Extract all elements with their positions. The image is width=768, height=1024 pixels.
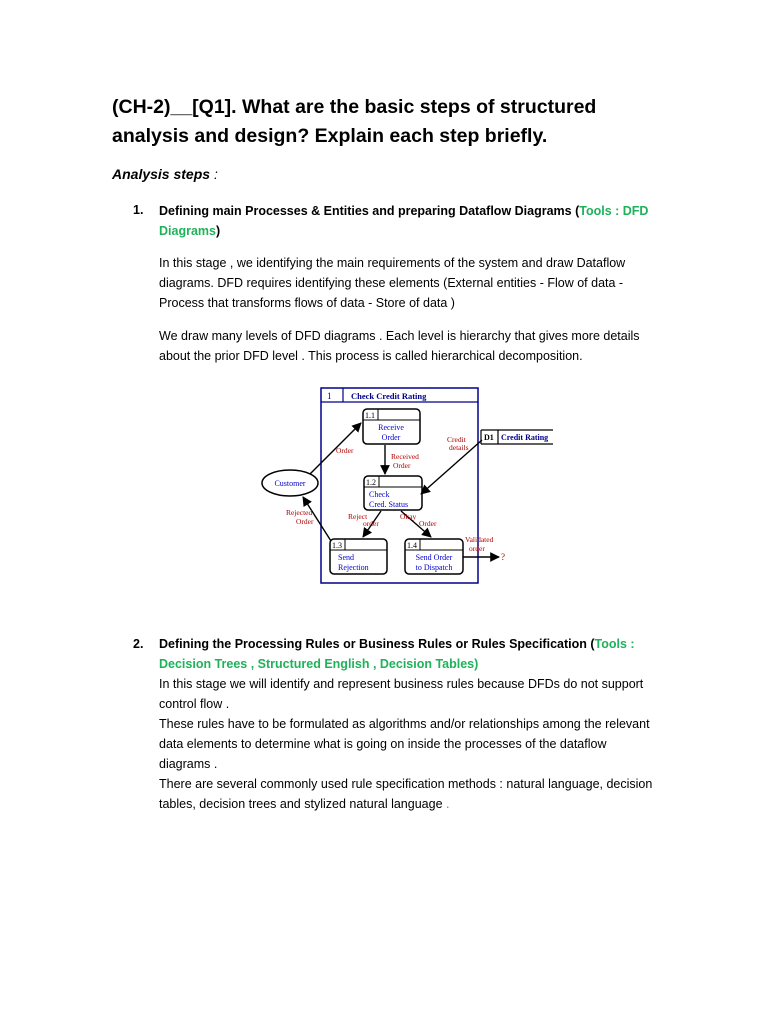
flow-label-rejected-2: Order xyxy=(296,517,314,526)
frame-title: Check Credit Rating xyxy=(351,391,427,401)
process-1-4 xyxy=(405,539,463,574)
data-store-name: Credit Rating xyxy=(501,433,549,442)
item-2-paragraph xyxy=(159,674,659,814)
flow-label-okay-2: Order xyxy=(419,519,437,528)
dfd-diagram xyxy=(255,383,555,588)
process-1-3-line2: Rejection xyxy=(338,563,369,572)
flow-destination: ? xyxy=(501,552,505,562)
process-1-2-line2: Cred. Status xyxy=(369,500,409,509)
process-1-4-line1: Send Order xyxy=(415,553,453,562)
process-1-2-id: 1.2 xyxy=(366,478,376,487)
item-1-paragraph-2: We draw many levels of DFD diagrams . Each level is hierarchy that gives more details about the prior DFD level . This process is called hierarchical decomposition. xyxy=(159,329,640,363)
item-2-paragraph-end: . xyxy=(446,797,450,811)
flow-label-received-1: Received xyxy=(391,452,419,461)
item-2-number: 2. xyxy=(133,637,144,651)
process-1-1-line2: Order xyxy=(381,433,401,442)
frame-number: 1 xyxy=(327,391,332,401)
section-heading-colon: : xyxy=(213,166,218,182)
item-2-title-text: Defining the Processing Rules or Business Rules or Rules Specification ( xyxy=(159,637,595,651)
external-entity-label: Customer xyxy=(274,479,306,488)
process-1-3-id: 1.3 xyxy=(332,541,342,550)
flow-label-reject-1: Reject xyxy=(348,512,368,521)
data-store-credit-rating xyxy=(481,430,553,444)
page-title: (CH-2)__[Q1]. What are the basic steps of structured analysis and design? Explain each step briefly. xyxy=(112,96,597,147)
item-1-title-text: Defining main Processes & Entities and preparing Dataflow Diagrams ( xyxy=(159,204,580,218)
process-1-2-line1: Check xyxy=(369,490,390,499)
process-1-4-line2: to Dispatch xyxy=(415,563,453,572)
item-1-number: 1. xyxy=(133,203,144,217)
flow-label-rejected-1: Rejected xyxy=(286,508,313,517)
flow-label-reject-2: order xyxy=(363,519,379,528)
flow-label-okay-1: Okay xyxy=(400,512,417,521)
item-2-title xyxy=(159,634,659,674)
item-1-paragraph-1: In this stage , we identifying the main requirements of the system and draw Dataflow diagrams. DFD requires identifying these elements (External entities - Flow of data - Process that transforms flows of data - Store of data ) xyxy=(159,256,626,310)
flow-label-order: Order xyxy=(336,446,354,455)
process-1-3-line1: Send xyxy=(338,553,354,562)
process-1-1-id: 1.1 xyxy=(365,411,375,420)
process-1-1 xyxy=(363,409,420,444)
section-heading-text: Analysis steps xyxy=(112,166,211,182)
item-2-tools: Tools : Decision Trees , Structured English , Decision Tables) xyxy=(159,637,635,671)
process-1-4-id: 1.4 xyxy=(407,541,417,550)
process-1-1-line1: Receive xyxy=(378,423,404,432)
item-1-title-close: ) xyxy=(215,224,221,238)
process-1-2 xyxy=(364,476,422,510)
process-1-3 xyxy=(330,539,387,574)
flow-label-credit-2: details xyxy=(449,443,469,452)
section-heading xyxy=(112,166,218,182)
flow-label-credit-1: Credit xyxy=(447,435,466,444)
flow-label-received-2: Order xyxy=(393,461,411,470)
data-store-id: D1 xyxy=(484,433,494,442)
flow-label-validated-1: Validated xyxy=(465,535,494,544)
item-1-tools: Tools : DFD Diagrams xyxy=(159,204,649,238)
item-1-title xyxy=(159,201,659,241)
item-2-paragraph-text: In this stage we will identify and represent business rules because DFDs do not support control flow . These rules have to be formulated as algorithms and/or relationships among the relevant data elements to determine what is going on inside the processes of the dataflow diagrams . There are several commonly used rule specification methods : natural language, decision tables, decision trees and stylized natural language xyxy=(159,677,653,811)
flow-label-validated-2: order xyxy=(469,544,485,553)
